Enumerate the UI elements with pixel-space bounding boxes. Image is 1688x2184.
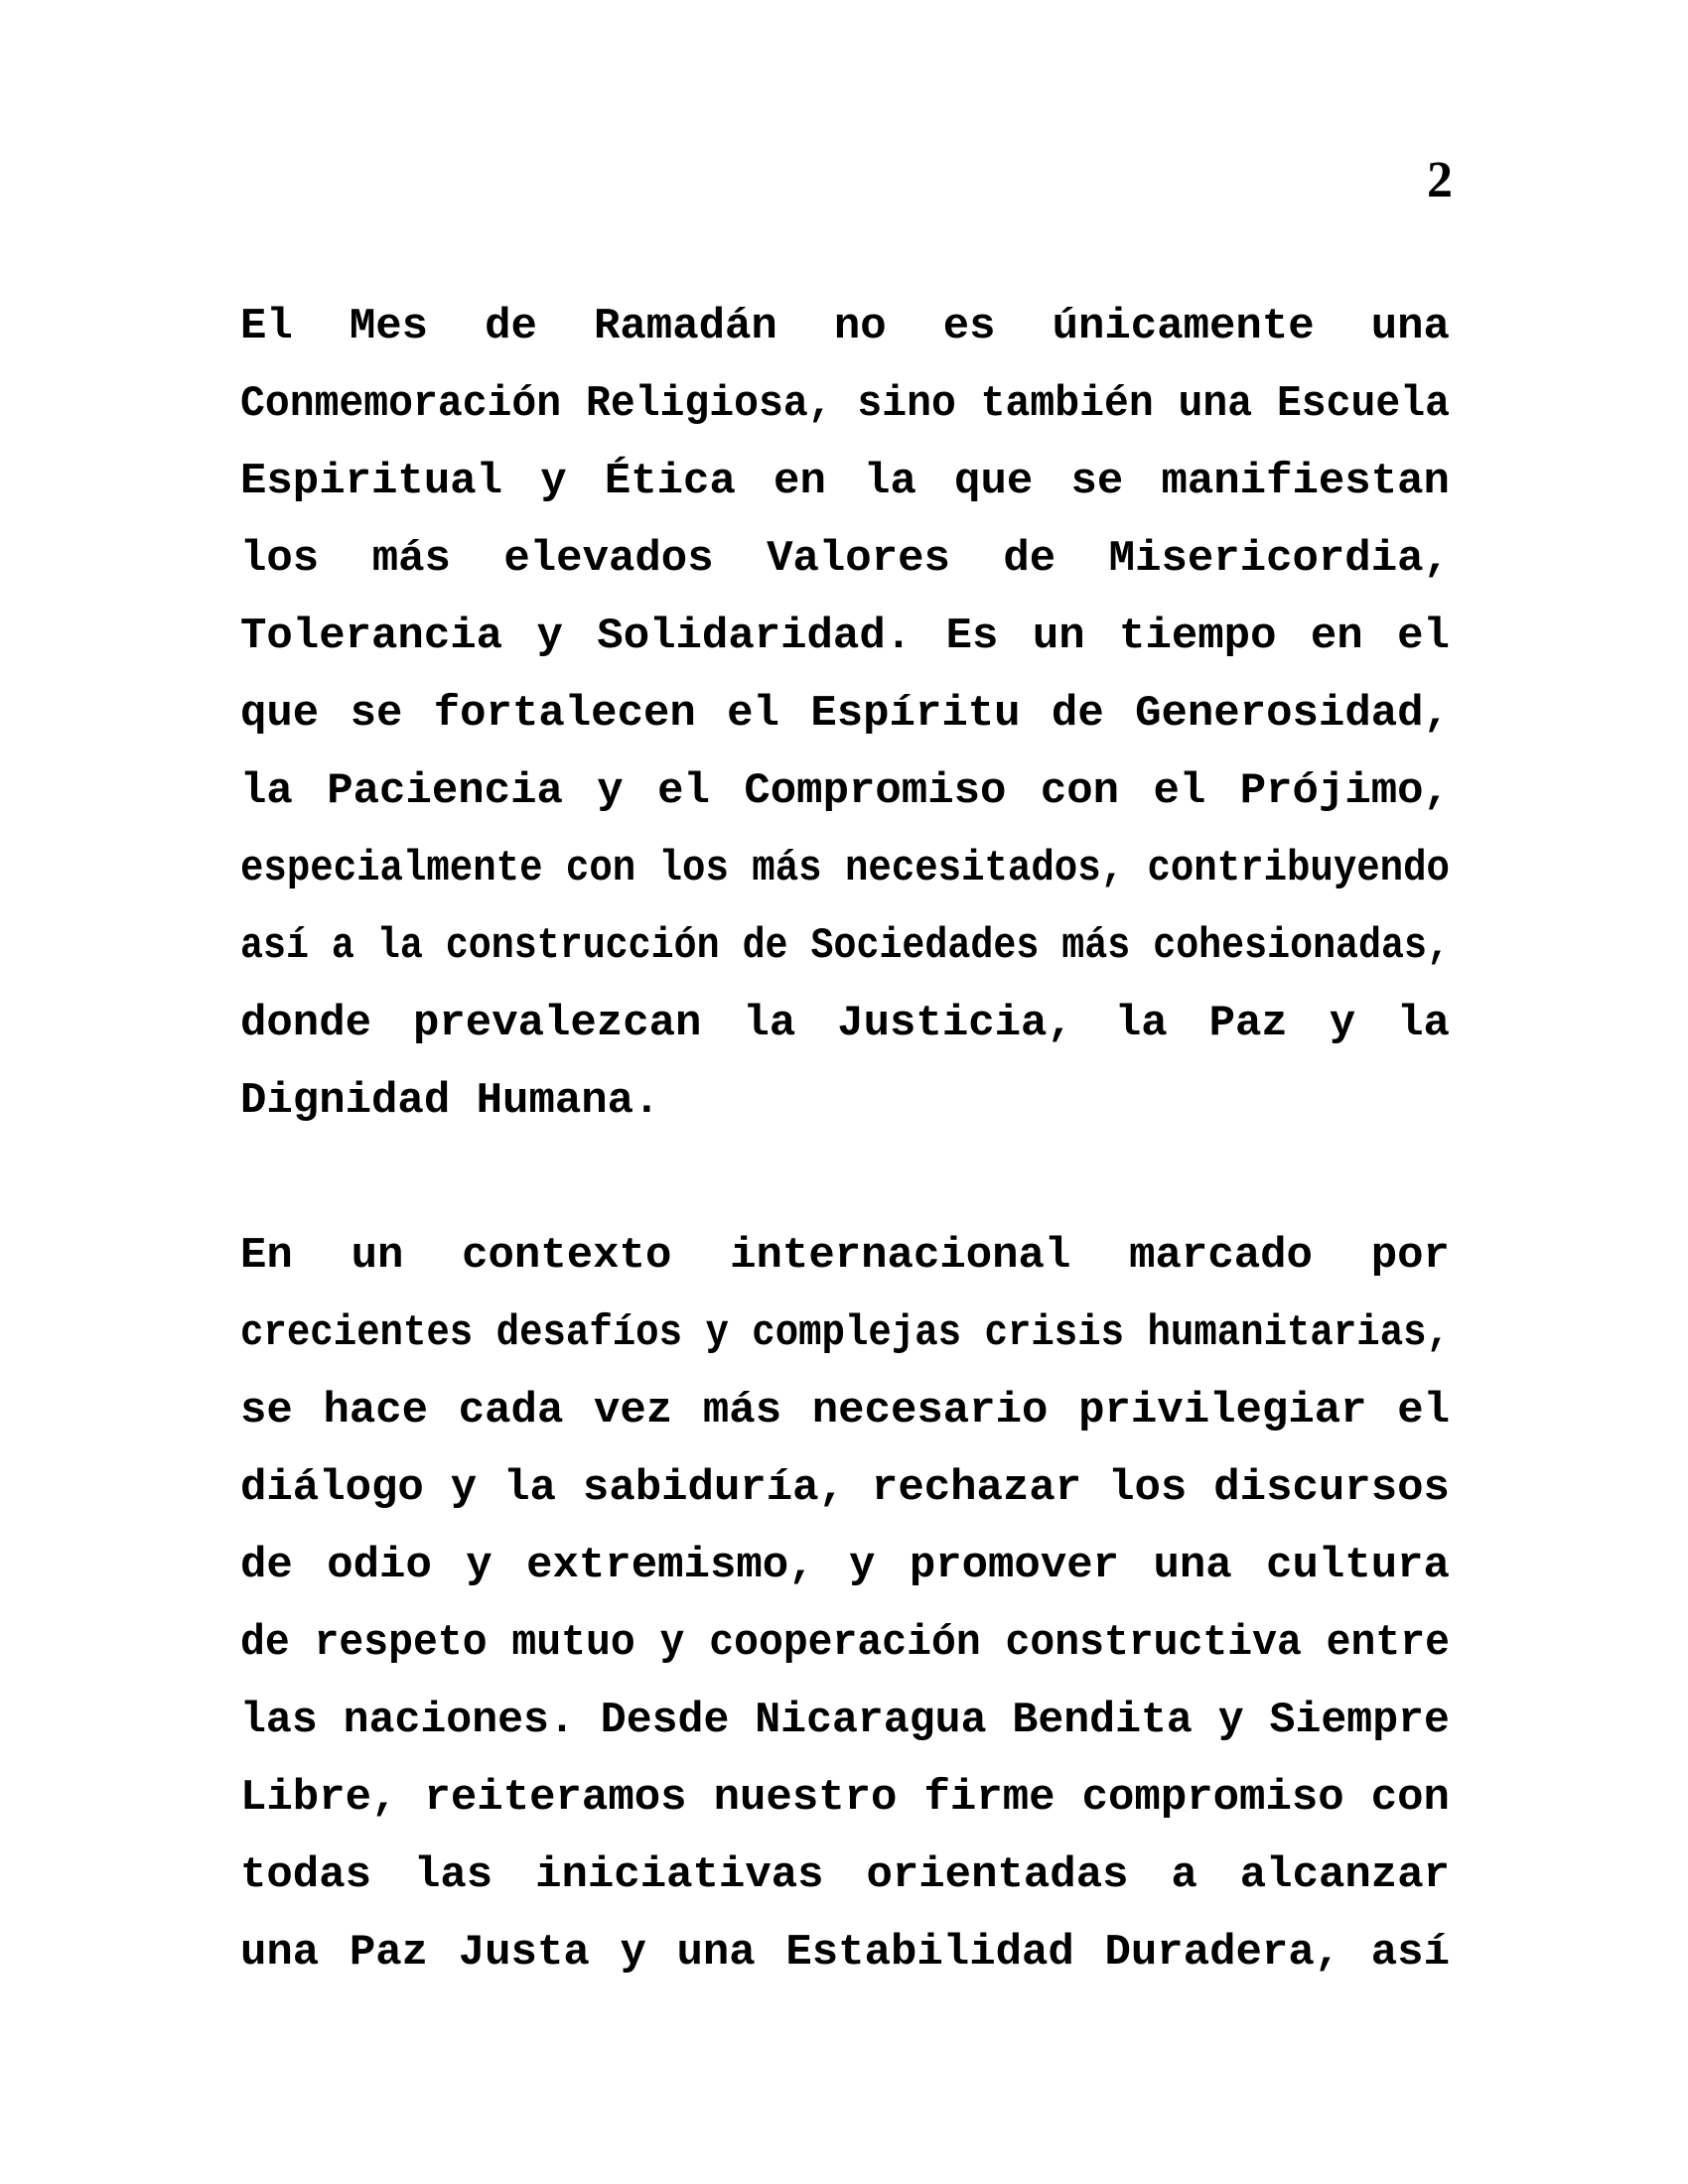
text-line: los más elevados Valores de Misericordia, (240, 534, 1450, 584)
text-line: las naciones. Desde Nicaragua Bendita y Siempre (240, 1696, 1450, 1745)
paragraph (240, 288, 1450, 1140)
text-line: especialmente con los más necesitados, contribuyendo (240, 844, 1450, 893)
text-line: una Paz Justa y una Estabilidad Duradera, así (240, 1928, 1450, 1978)
text-line: de respeto mutuo y cooperación constructiva entre (240, 1618, 1450, 1668)
text-line: En un contexto internacional marcado por (240, 1231, 1450, 1281)
text-line: diálogo y la sabiduría, rechazar los discursos (240, 1463, 1450, 1513)
text-line: Libre, reiteramos nuestro firme compromiso con (240, 1773, 1450, 1823)
text-line: crecientes desafíos y complejas crisis humanitarias, (240, 1308, 1450, 1358)
text-line: así a la construcción de Sociedades más cohesionadas, (240, 921, 1450, 971)
document-body (240, 288, 1450, 1991)
text-line: Conmemoración Religiosa, sino también una Escuela (240, 379, 1450, 429)
text-line: Dignidad Humana. (240, 1076, 660, 1126)
text-line: se hace cada vez más necesario privilegiar el (240, 1386, 1450, 1435)
text-line: donde prevalezcan la Justicia, la Paz y la (240, 999, 1450, 1048)
text-line: El Mes de Ramadán no es únicamente una (240, 302, 1450, 351)
text-line: Espiritual y Ética en la que se manifiestan (240, 457, 1450, 506)
text-line: todas las iniciativas orientadas a alcanzar (240, 1850, 1450, 1900)
page-number: 2 (1427, 152, 1453, 208)
text-line: la Paciencia y el Compromiso con el Prójimo, (240, 766, 1450, 816)
text-line: que se fortalecen el Espíritu de Generosidad, (240, 689, 1450, 739)
paragraph (240, 1217, 1450, 1991)
text-line: de odio y extremismo, y promover una cultura (240, 1541, 1450, 1590)
text-line: Tolerancia y Solidaridad. Es un tiempo en el (240, 612, 1450, 661)
